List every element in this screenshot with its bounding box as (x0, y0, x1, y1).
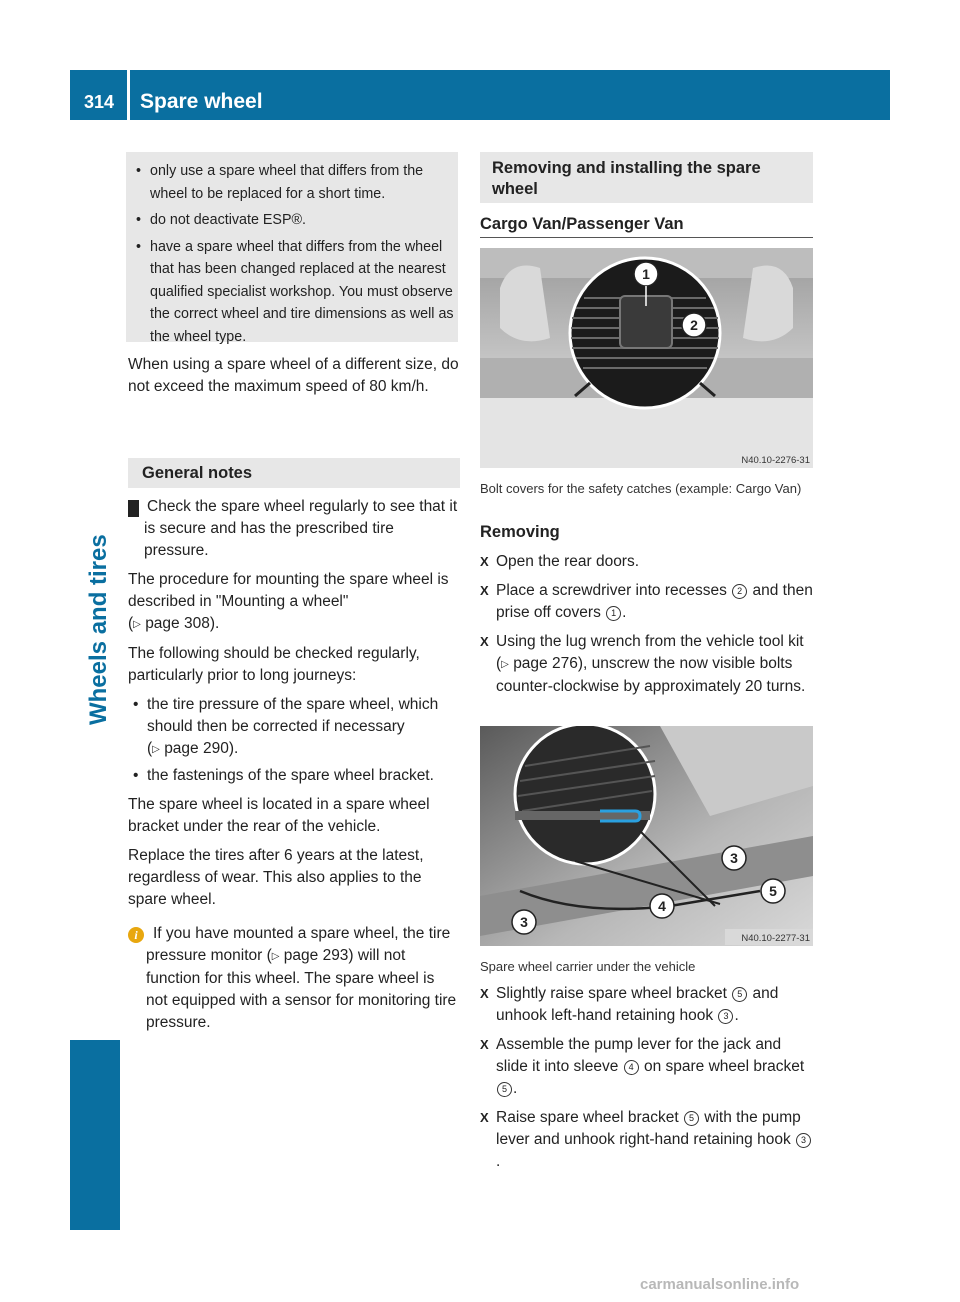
side-chapter-text: Wheels and tires (85, 534, 112, 725)
note-warning-text: Check the spare wheel regularly to see that it is secure and has the prescribed tire pressure. (144, 498, 458, 559)
side-chapter-tab (70, 1040, 120, 1230)
step-marker-icon: X (480, 554, 489, 569)
image2-callout-5: 5 (769, 883, 777, 899)
mounting-paragraph: The procedure for mounting the spare wheel is described in "Mounting a wheel" (▷ page 308). (128, 571, 449, 632)
spare-wheel-carrier-image (480, 726, 813, 946)
spare-wheel-carrier-illustration (480, 726, 813, 946)
info-page-link[interactable]: page 293) will not function for this wheel. The spare wheel is not equipped with a sensor for monitoring tire pressure. (146, 947, 457, 1031)
general-notes-heading (128, 458, 460, 488)
van-subheading: Cargo Van/Passenger Van (480, 215, 684, 233)
step-marker-icon: X (480, 1110, 489, 1125)
check-item: • the fastenings of the spare wheel bracket. (128, 765, 460, 787)
page-number: 314 (84, 92, 115, 112)
callout-badge: 3 (796, 1133, 811, 1148)
callout-badge: 5 (732, 987, 747, 1002)
subheading-rule (480, 237, 813, 238)
instruction-step: X Place a screwdriver into recesses 2 and then prise off covers 1 . (480, 582, 813, 621)
page-ref-arrow-icon: ▷ (501, 659, 509, 670)
step-text: Raise spare wheel bracket (496, 1109, 679, 1126)
image2-callout-3: 3 (730, 850, 738, 866)
instruction-step: X Slightly raise spare wheel bracket 5 and unhook left-hand retaining hook 3 . (480, 985, 779, 1024)
replace-paragraph: Replace the tires after 6 years at the latest, regardless of wear. This also applies to the spare wheel. (128, 847, 424, 908)
step-marker-icon: X (480, 1037, 489, 1052)
removing-section-heading-text: Removing and installing the spare wheel (492, 159, 761, 198)
step-text: Slightly raise spare wheel bracket (496, 985, 727, 1002)
tool-kit-page-link[interactable]: page 276), unscrew the now visible bolts counter-clockwise by approximately 20 turns. (496, 655, 806, 695)
callout-badge: 5 (497, 1082, 512, 1097)
step-text: on spare wheel bracket (643, 1058, 805, 1075)
image2-code: N40.10-2277-31 (741, 933, 810, 944)
general-notes-heading-text: General notes (142, 464, 253, 482)
tire-pressure-page-link[interactable]: page 290). (164, 740, 239, 757)
callout-badge: 2 (732, 584, 747, 599)
page-ref-arrow-icon: ▷ (271, 951, 280, 962)
checked-intro: The following should be checked regularly, particularly prior to long journeys: (128, 645, 420, 684)
page-ref-arrow-icon: ▷ (133, 619, 141, 630)
step-marker-icon: X (480, 986, 489, 1001)
image1-caption: Bolt covers for the safety catches (example: Cargo Van) (480, 481, 802, 496)
step-marker-icon: X (480, 634, 489, 649)
image2-callout-3b: 3 (520, 914, 528, 930)
step-text: Open the rear doors. (496, 553, 640, 570)
footer-watermark-url: carmanualsonline.info (640, 1276, 800, 1293)
warning-icon: ! (128, 500, 139, 517)
bolt-covers-image (480, 248, 813, 468)
warning-bullet: • have a spare wheel that differs from the wheel that has been changed replaced at the nearest qualified specialist workshop. You must observe the correct wheel and tire dimensions as well as the wheel type. (131, 236, 458, 349)
info-text: If you have mounted a spare wheel, the tire pressure monitor ( (146, 925, 451, 964)
callout-badge: 4 (624, 1060, 639, 1075)
image1-callout-1: 1 (642, 266, 650, 282)
image1-callout-2: 2 (690, 317, 698, 333)
check-item-text: the tire pressure of the spare wheel, which should then be corrected if necessary (147, 696, 439, 735)
bolt-covers-illustration (480, 248, 813, 468)
step-text: and unhook left-hand retaining hook (496, 985, 779, 1024)
speed-paragraph: When using a spare wheel of a different size, do not exceed the maximum speed of 80 km/h. (128, 356, 459, 395)
image2-caption: Spare wheel carrier under the vehicle (480, 959, 696, 974)
step-text: and then prise off covers (496, 582, 813, 621)
image2-callout-4: 4 (658, 898, 666, 914)
warning-bullet: • only use a spare wheel that differs from the wheel to be replaced for a short time. (131, 160, 458, 205)
note-warning (123, 496, 460, 562)
info-icon: i (128, 927, 144, 943)
mounting-page-link[interactable]: page 308). (145, 615, 220, 632)
check-item: • the tire pressure of the spare wheel, which should then be corrected if necessary (▷ page 290). (128, 694, 460, 761)
callout-badge: 1 (606, 606, 621, 621)
callout-badge: 5 (684, 1111, 699, 1126)
step-text: Assemble the pump lever for the jack and slide it into sleeve (496, 1036, 782, 1075)
step-text: Place a screwdriver into recesses (496, 582, 727, 599)
warning-bullet: • do not deactivate ESP®. (131, 209, 458, 232)
info-note (128, 923, 460, 1034)
side-chapter-label (70, 125, 125, 750)
page-ref-arrow-icon: ▷ (152, 744, 160, 755)
callout-badge: 3 (718, 1009, 733, 1024)
header-separator (127, 70, 130, 120)
step-text: Using the lug wrench from the vehicle tool kit ( (496, 633, 804, 672)
instruction-step: X Raise spare wheel bracket 5 with the pump lever and unhook right-hand retaining hook 3. (480, 1107, 813, 1173)
mounting-text: The procedure for mounting the spare wheel is described in "Mounting a wheel" (128, 571, 449, 610)
removing-section-heading (480, 152, 813, 203)
location-paragraph: The spare wheel is located in a spare wheel bracket under the rear of the vehicle. (128, 796, 430, 835)
instruction-step (480, 631, 813, 698)
step-marker-icon: X (480, 583, 489, 598)
installing-steps-block (480, 983, 813, 1180)
warning-box (126, 152, 458, 345)
removing-block (480, 523, 813, 705)
step-text: with the pump lever and unhook right-hand retaining hook (496, 1109, 801, 1148)
page-title: Spare wheel (140, 90, 263, 113)
removing-heading: Removing (480, 523, 560, 541)
instruction-step: X Assemble the pump lever for the jack and slide it into sleeve 4 on spare wheel bracket 5 . (480, 1036, 805, 1097)
left-body (123, 496, 460, 1041)
instruction-step (480, 551, 813, 573)
image1-code: N40.10-2276-31 (741, 455, 810, 466)
